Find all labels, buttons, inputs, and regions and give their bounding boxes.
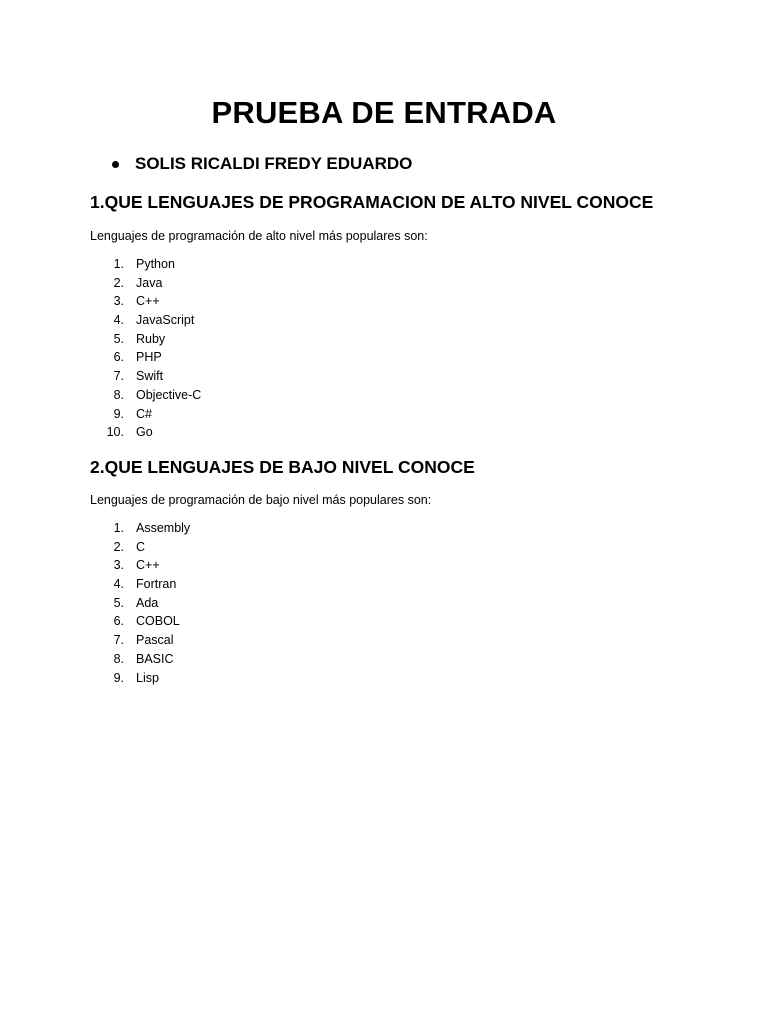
list-item-number: 10. [106,425,124,440]
list-item-text: Assembly [136,521,191,535]
list-item-number: 2. [113,539,124,554]
list-item-number: 4. [113,313,124,328]
list-item-text: C++ [136,558,160,573]
list-item-number: 5. [113,331,124,346]
list-item-text: C [136,539,146,554]
list-item-text: Go [136,425,153,440]
list-item-text: Ada [136,595,159,610]
list-item-text: Java [136,275,163,290]
list-item-number: 6. [113,614,124,629]
list-item-text: Pascal [136,633,174,648]
list-item-text: Objective-C [136,387,202,402]
list-item-text: PHP [136,350,162,365]
list-item-number: 5. [113,595,124,610]
list-item-text: Lisp [136,670,159,685]
list-item-text: C++ [136,294,160,309]
list-item-number: 3. [113,294,124,309]
author-name: SOLIS RICALDI FREDY EDUARDO [135,154,413,173]
document-title: PRUEBA DE ENTRADA [211,95,557,130]
list-item-text: Swift [136,369,164,384]
list-item-text: Ruby [136,331,166,346]
list-item-number: 1. [113,521,124,535]
list-item-number: 4. [113,577,124,592]
list-item-number: 3. [113,558,124,573]
list-item-number: 1. [113,257,124,271]
list-item-number: 7. [113,633,124,648]
list-item-text: BASIC [136,651,174,666]
list-item-number: 6. [113,350,124,365]
bullet-icon [112,161,119,168]
list-item-number: 2. [113,275,124,290]
section-1-heading: 1.QUE LENGUAJES DE PROGRAMACION DE ALTO NIVEL CONOCE [90,192,654,212]
section-2-heading: 2.QUE LENGUAJES DE BAJO NIVEL CONOCE [90,457,475,477]
list-item-number: 8. [113,651,124,666]
author-bullet-item [112,154,412,174]
list-item-text: COBOL [136,614,180,629]
section-1-intro: Lenguajes de programación de alto nivel más populares son: [90,229,428,243]
list-item-text: C# [136,406,152,421]
list-item-number: 9. [113,406,124,421]
list-item-number: 8. [113,387,124,402]
list-item-number: 9. [113,670,124,685]
list-item-text: Fortran [136,577,177,592]
section-2-intro: Lenguajes de programación de bajo nivel más populares son: [90,493,432,507]
list-item-text: JavaScript [136,313,195,328]
list-item-text: Python [136,257,175,271]
list-item-number: 7. [113,369,124,384]
